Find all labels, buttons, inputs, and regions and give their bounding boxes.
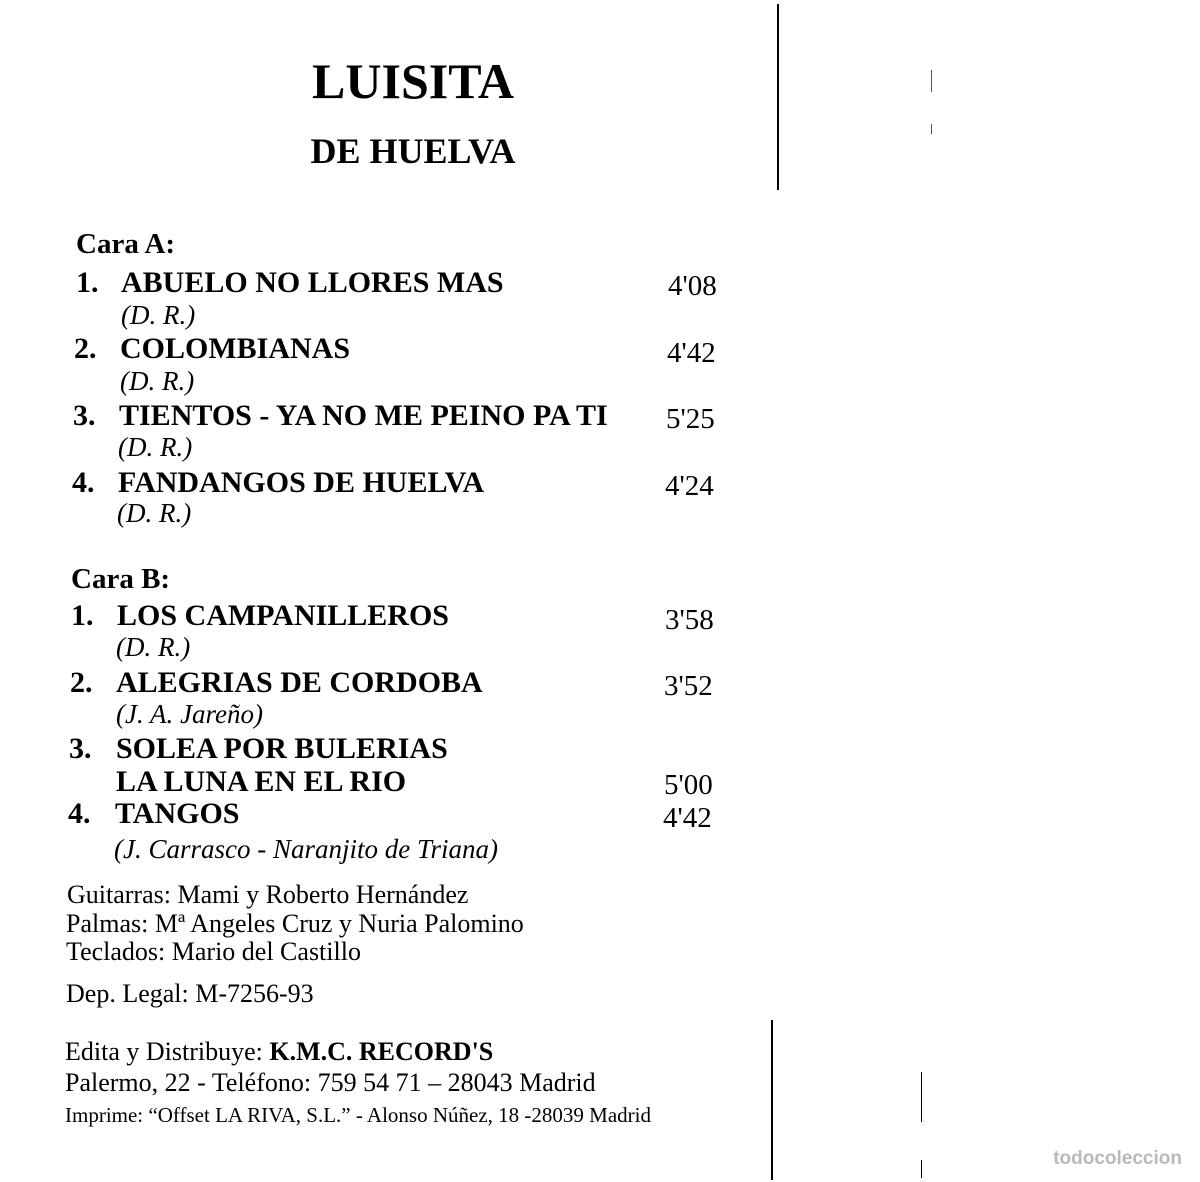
artist-title: LUISITA bbox=[312, 53, 514, 109]
track-title: TANGOS bbox=[115, 797, 240, 830]
track-title: COLOMBIANAS bbox=[120, 332, 351, 365]
track-number: 1. bbox=[76, 266, 99, 299]
scan-edge-line bbox=[777, 4, 779, 190]
track-number: 2. bbox=[70, 666, 93, 699]
scan-mark bbox=[921, 1160, 922, 1178]
track-title-line2: LA LUNA EN EL RIO bbox=[116, 765, 407, 798]
track-credit: (D. R.) bbox=[121, 300, 196, 330]
side-a-label: Cara A: bbox=[76, 228, 176, 260]
track-title: LOS CAMPANILLEROS bbox=[117, 599, 449, 632]
side-b-label: Cara B: bbox=[71, 563, 171, 595]
track-duration: 4'42 bbox=[667, 337, 716, 369]
artist-subtitle: DE HUELVA bbox=[310, 131, 516, 171]
scan-edge-line bbox=[771, 1020, 773, 1180]
track-number: 4. bbox=[72, 466, 95, 499]
track-duration: 5'25 bbox=[666, 403, 715, 435]
publisher-address: Palermo, 22 - Teléfono: 759 54 71 – 28043 Madrid bbox=[65, 1068, 596, 1097]
credits-keyboards: Teclados: Mario del Castillo bbox=[66, 937, 361, 966]
track-title: FANDANGOS DE HUELVA bbox=[118, 466, 485, 499]
scan-mark bbox=[931, 70, 932, 92]
credits-palmas: Palmas: Mª Angeles Cruz y Nuria Palomino bbox=[66, 909, 524, 938]
track-number: 2. bbox=[74, 332, 97, 365]
publisher-name: K.M.C. RECORD'S bbox=[269, 1037, 494, 1066]
track-number: 3. bbox=[73, 399, 96, 432]
publisher-prefix: Edita y Distribuye: bbox=[65, 1037, 270, 1066]
track-number: 4. bbox=[68, 797, 91, 830]
track-duration: 5'00 bbox=[664, 769, 713, 801]
track-credit: (D. R.) bbox=[118, 432, 193, 462]
track-title: ALEGRIAS DE CORDOBA bbox=[116, 666, 483, 699]
track-title: TIENTOS - YA NO ME PEINO PA TI bbox=[119, 399, 608, 432]
publisher-line bbox=[65, 1037, 493, 1067]
track-number: 3. bbox=[69, 732, 92, 765]
track-title: SOLEA POR BULERIAS bbox=[116, 732, 448, 765]
scan-mark bbox=[921, 1072, 922, 1122]
credits-guitars: Guitarras: Mami y Roberto Hernández bbox=[67, 880, 469, 909]
track-duration: 3'52 bbox=[664, 670, 713, 702]
track-credit: (D. R.) bbox=[116, 632, 191, 662]
track-credit: (J. A. Jareño) bbox=[116, 699, 263, 729]
track-duration: 3'58 bbox=[665, 604, 714, 636]
track-credit: (D. R.) bbox=[117, 498, 192, 528]
legal-deposit: Dep. Legal: M-7256-93 bbox=[66, 979, 314, 1008]
scan-mark bbox=[931, 124, 932, 134]
track-title: ABUELO NO LLORES MAS bbox=[121, 266, 504, 299]
track-number: 1. bbox=[71, 599, 94, 632]
printer-info: Imprime: “Offset LA RIVA, S.L.” - Alonso Núñez, 18 -28039 Madrid bbox=[65, 1103, 651, 1127]
watermark: todocoleccion bbox=[1053, 1148, 1182, 1169]
track-duration: 4'42 bbox=[663, 802, 712, 834]
track-credit: (D. R.) bbox=[120, 366, 195, 396]
track-duration: 4'24 bbox=[665, 470, 714, 502]
track-duration: 4'08 bbox=[668, 270, 717, 302]
track-credit: (J. Carrasco - Naranjito de Triana) bbox=[114, 834, 499, 864]
